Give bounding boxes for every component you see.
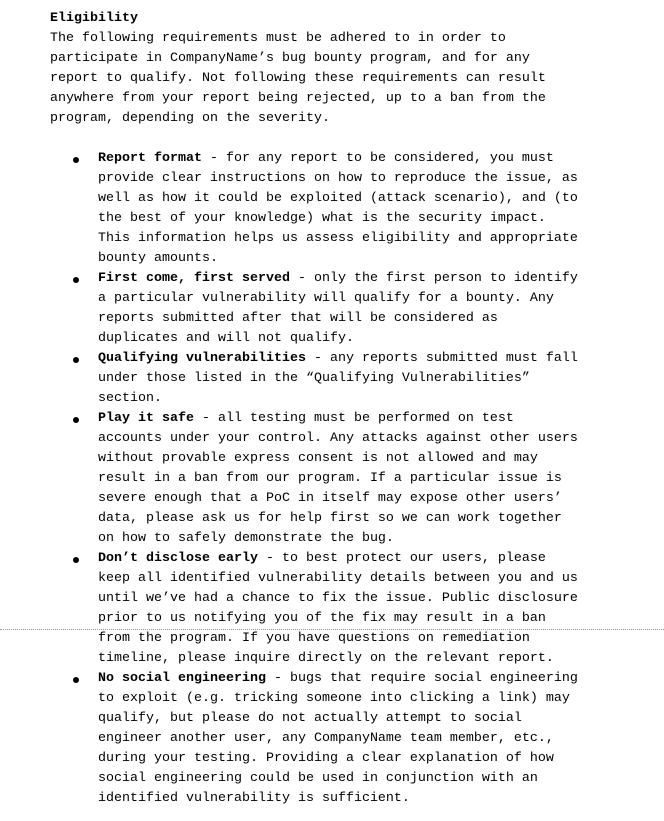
item-line: until we’ve had a chance to fix the issue. Public disclosure bbox=[98, 591, 578, 606]
item-text: - only the first person to identify bbox=[289, 271, 578, 286]
item-text: - any reports submitted must fall bbox=[305, 351, 578, 366]
item-line: a particular vulnerability will qualify for a bounty. Any bbox=[98, 291, 554, 306]
item-line: keep all identified vulnerability details between you and us bbox=[98, 571, 578, 586]
item-term: No social engineering bbox=[98, 671, 266, 686]
item-line: under those listed in the “Qualifying Vulnerabilities” bbox=[98, 371, 530, 386]
item-line: provide clear instructions on how to reproduce the issue, as bbox=[98, 171, 578, 186]
item-line: engineer another user, any CompanyName team member, etc., bbox=[98, 731, 554, 746]
item-line: accounts under your control. Any attacks against other users bbox=[98, 431, 578, 446]
item-term: Qualifying vulnerabilities bbox=[98, 351, 306, 366]
intro-paragraph bbox=[50, 29, 578, 129]
eligibility-section bbox=[50, 9, 578, 809]
bullet-icon bbox=[73, 417, 79, 423]
item-line: data, please ask us for help first so we can work together bbox=[98, 511, 562, 526]
intro-line: report to qualify. Not following these requirements can result bbox=[50, 71, 546, 86]
bullet-icon bbox=[73, 557, 79, 563]
item-line: prior to us notifying you of the fix may result in a ban bbox=[98, 611, 546, 626]
item-term: Don’t disclose early bbox=[98, 551, 258, 566]
item-line: from the program. If you have questions on remediation bbox=[98, 631, 530, 646]
intro-line: anywhere from your report being rejected, up to a ban from the bbox=[50, 91, 546, 106]
item-line: This information helps us assess eligibility and appropriate bbox=[98, 231, 578, 246]
item-line: reports submitted after that will be considered as bbox=[98, 311, 498, 326]
item-line: timeline, please inquire directly on the relevant report. bbox=[98, 651, 554, 666]
item-line: qualify, but please do not actually attempt to social bbox=[98, 711, 522, 726]
item-line: during your testing. Providing a clear explanation of how bbox=[98, 751, 554, 766]
item-line: to exploit (e.g. tricking someone into clicking a link) may bbox=[98, 691, 570, 706]
bullet-icon bbox=[73, 677, 79, 683]
list-item-first-come-first-served bbox=[50, 269, 578, 349]
item-line: identified vulnerability is sufficient. bbox=[98, 791, 410, 806]
item-line: on how to safely demonstrate the bug. bbox=[98, 531, 394, 546]
item-line: severe enough that a PoC in itself may expose other users’ bbox=[98, 491, 562, 506]
bullet-icon bbox=[73, 157, 79, 163]
item-line: without provable express consent is not allowed and may bbox=[98, 451, 538, 466]
intro-line: The following requirements must be adhered to in order to bbox=[50, 31, 506, 46]
list-item-no-social-engineering bbox=[50, 669, 578, 809]
item-line: duplicates and will not qualify. bbox=[98, 331, 354, 346]
list-item-play-it-safe bbox=[50, 409, 578, 549]
item-line: section. bbox=[98, 391, 162, 406]
item-line: social engineering could be used in conjunction with an bbox=[98, 771, 538, 786]
intro-line: program, depending on the severity. bbox=[50, 111, 330, 126]
list-item-dont-disclose-early bbox=[50, 549, 578, 669]
bullet-icon bbox=[73, 357, 79, 363]
page-break-divider bbox=[0, 629, 664, 630]
item-line: the best of your knowledge) what is the security impact. bbox=[98, 211, 546, 226]
item-line: bounty amounts. bbox=[98, 251, 218, 266]
list-item-report-format bbox=[50, 149, 578, 269]
list-item-qualifying-vulnerabilities bbox=[50, 349, 578, 409]
item-term: Report format bbox=[98, 151, 202, 166]
item-text: - for any report to be considered, you must bbox=[201, 151, 554, 166]
intro-line: participate in CompanyName’s bug bounty program, and for any bbox=[50, 51, 530, 66]
item-term: First come, first served bbox=[98, 271, 290, 286]
section-title: Eligibility bbox=[50, 11, 138, 26]
requirements-list bbox=[50, 149, 578, 809]
item-text: - all testing must be performed on test bbox=[193, 411, 514, 426]
item-term: Play it safe bbox=[98, 411, 194, 426]
item-text: - to best protect our users, please bbox=[257, 551, 546, 566]
bullet-icon bbox=[73, 277, 79, 283]
item-line: well as how it could be exploited (attack scenario), and (to bbox=[98, 191, 578, 206]
item-line: result in a ban from our program. If a particular issue is bbox=[98, 471, 562, 486]
item-text: - bugs that require social engineering bbox=[265, 671, 578, 686]
